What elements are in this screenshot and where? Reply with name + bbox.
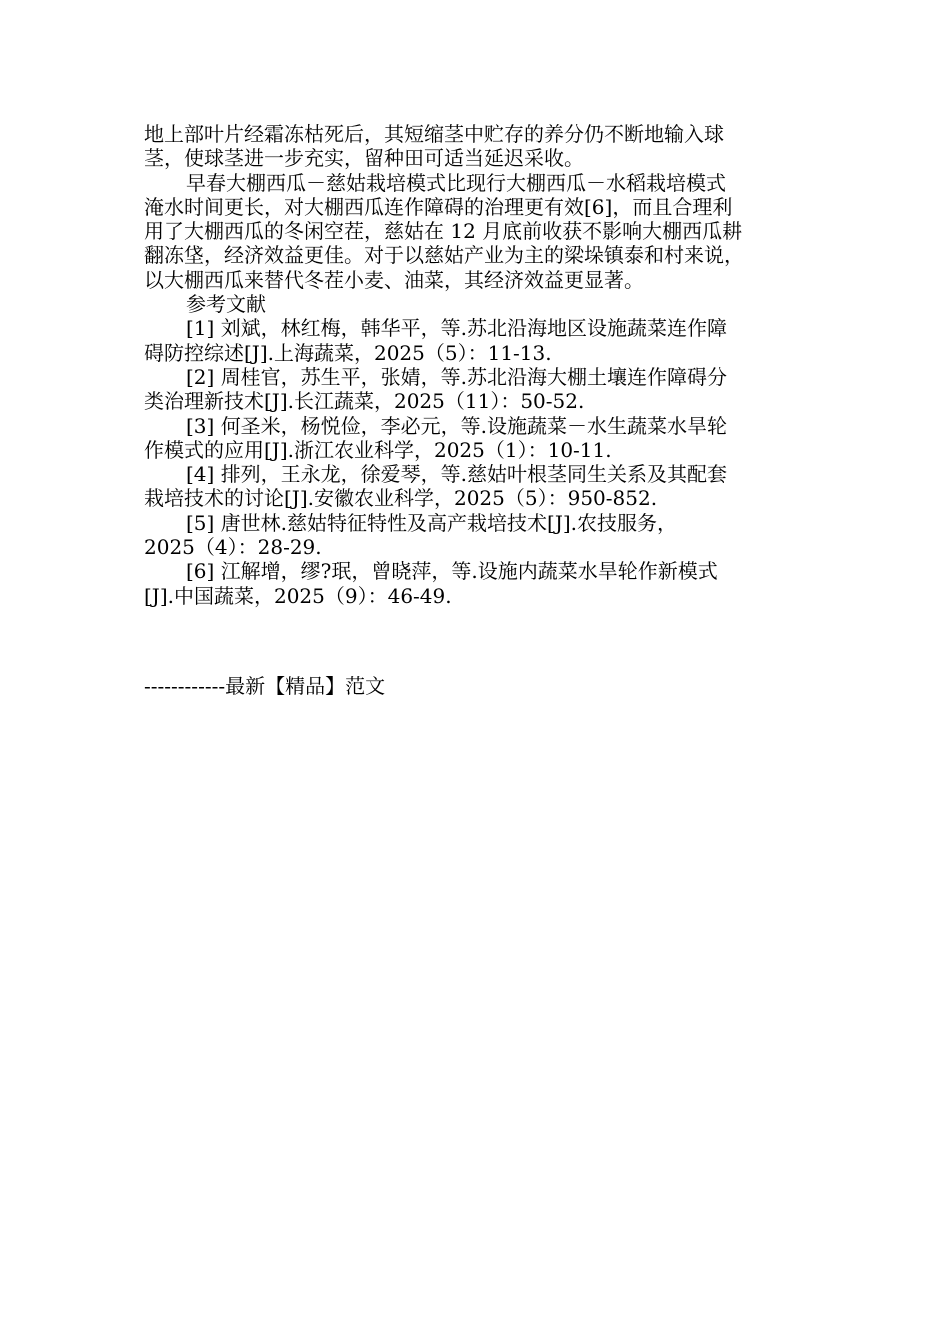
reference-line: [5] 唐世林.慈姑特征特性及高产栽培技术[J].农技服务， [186, 510, 678, 535]
reference-line: [2] 周桂官，苏生平，张婧，等.苏北沿海大棚土壤连作障碍分 [186, 364, 728, 389]
reference-line: 类治理新技术[J].长江蔬菜，2025（11）：50-52. [144, 389, 585, 414]
reference-line: [6] 江解增，缪?珉，曾晓萍，等.设施内蔬菜水旱轮作新模式 [186, 559, 718, 584]
text-line: 淹水时间更长，对大棚西瓜连作障碍的治理更有效[6]，而且合理利 [144, 194, 733, 219]
reference-item [144, 316, 808, 365]
text-line: 以大棚西瓜来替代冬茬小麦、油菜，其经济效益更显著。 [144, 267, 644, 292]
paragraph-2 [144, 171, 808, 292]
reference-item [144, 365, 808, 414]
text-line: 早春大棚西瓜－慈姑栽培模式比现行大棚西瓜－水稻栽培模式 [186, 170, 726, 195]
reference-line: 作模式的应用[J].浙江农业科学，2025（1）：10-11. [144, 437, 612, 462]
text-line: 用了大棚西瓜的冬闲空茬，慈姑在 12 月底前收获不影响大棚西瓜耕 [144, 219, 743, 244]
reference-line: [3] 何圣米，杨悦俭，李必元，等.设施蔬菜－水生蔬菜水旱轮 [186, 413, 728, 438]
reference-line: 碍防控综述[J].上海蔬菜，2025（5）：11-13. [144, 340, 552, 365]
text-line: 茎，使球茎进一步充实，留种田可适当延迟采收。 [144, 146, 584, 171]
text-line: 翻冻垡，经济效益更佳。对于以慈姑产业为主的梁垛镇泰和村来说， [144, 243, 744, 268]
reference-line: [J].中国蔬菜，2025（9）：46-49. [144, 583, 452, 608]
references-list [144, 316, 808, 608]
footer-tagline: ------------最新【精品】范文 [144, 674, 386, 698]
references-heading: 参考文献 [186, 292, 266, 317]
reference-line: 栽培技术的讨论[J].安徽农业科学，2025（5）：950-852. [144, 486, 658, 511]
text-line: 地上部叶片经霜冻枯死后，其短缩茎中贮存的养分仍不断地输入球 [144, 122, 724, 146]
reference-item [144, 462, 808, 511]
reference-item [144, 414, 808, 463]
reference-line: [1] 刘斌，林红梅，韩华平，等.苏北沿海地区设施蔬菜连作障 [186, 316, 728, 341]
reference-item [144, 559, 808, 608]
reference-line: [4] 排列，王永龙，徐爱琴，等.慈姑叶根茎同生关系及其配套 [186, 462, 728, 487]
reference-item [144, 511, 808, 560]
paragraph-1 [144, 122, 808, 171]
reference-line: 2025（4）：28-29. [144, 535, 322, 560]
document-body [144, 122, 808, 608]
